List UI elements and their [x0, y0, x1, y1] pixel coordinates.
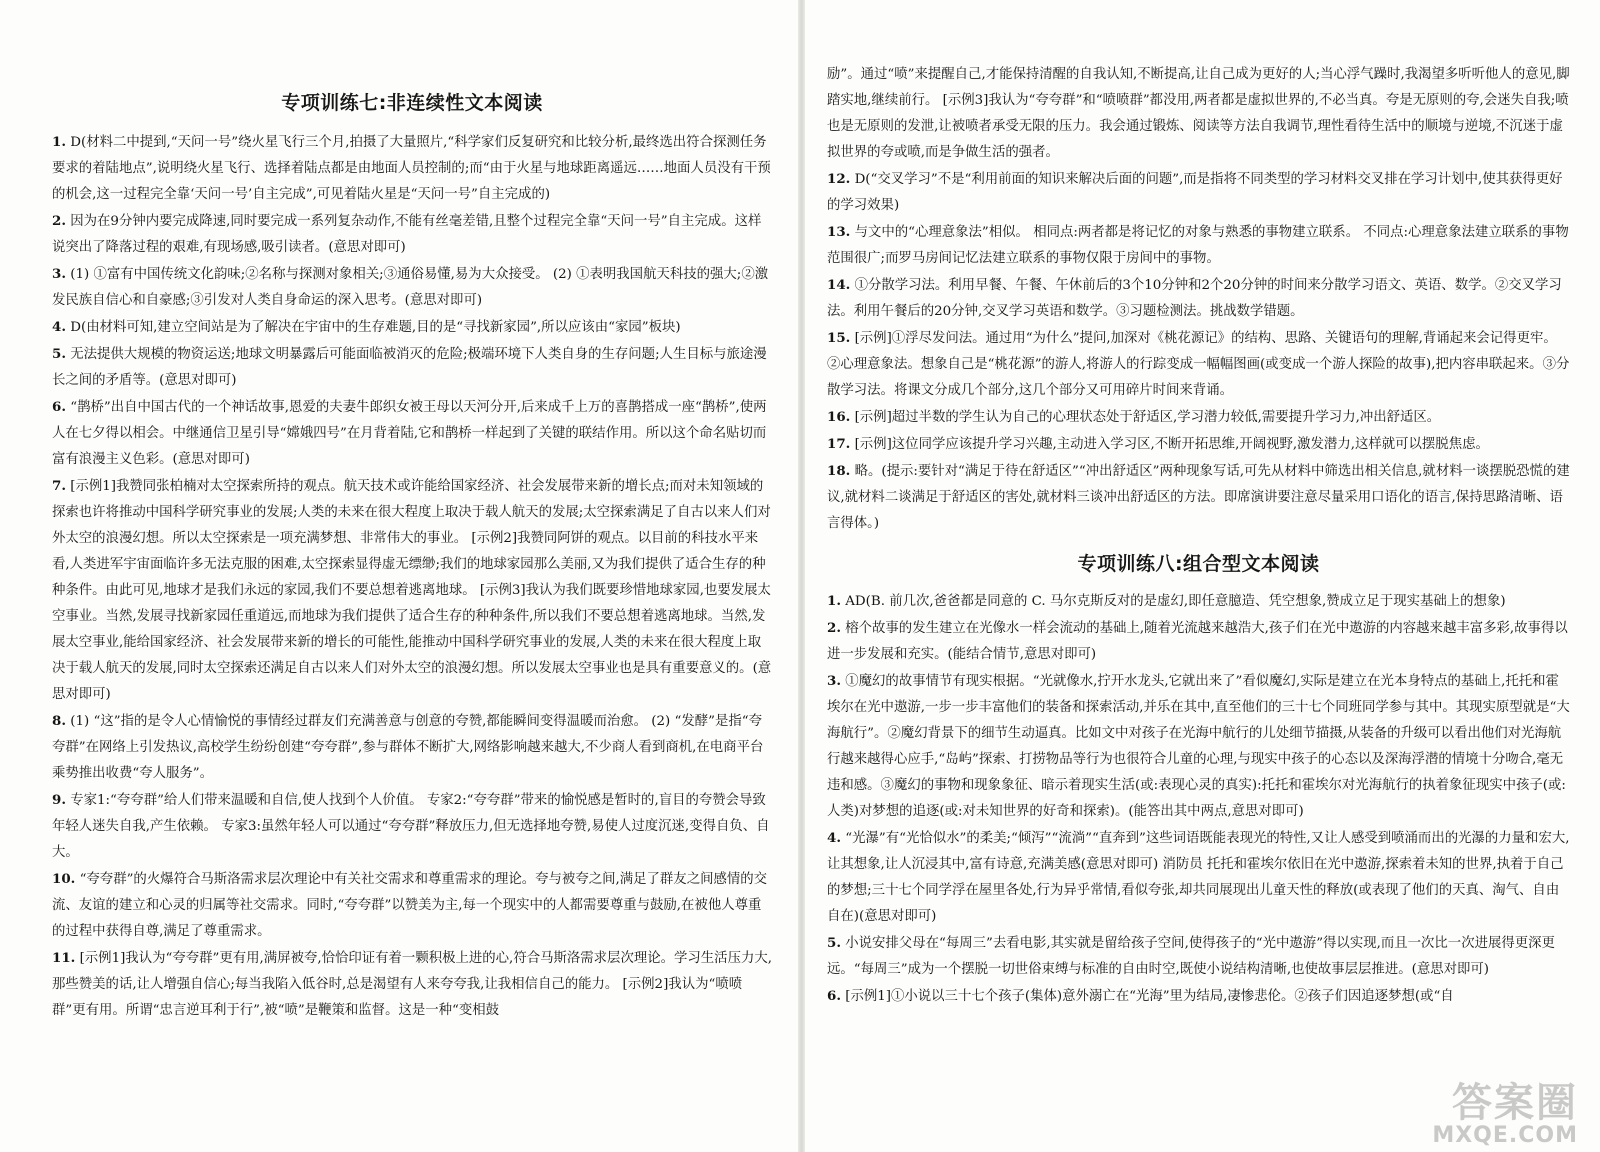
answer-text: [示例]①浮尽发问法。通过用“为什么”提问,加深对《桃花源记》的结构、思路、关键语句的理解,背诵起来会记得更牢。②心理意象法。想象自己是“桃花源”的游人,将游人的行踪变成一幅幅图画(或变成一个游人探险的故事),把内容串联起来。③分散学习法。将课文分成几个部分,这几个部分又可用碎片时间来背诵。 [827, 331, 1570, 398]
section-title-eight: 专项训练八:组合型文本阅读 [1077, 553, 1320, 575]
answer-item [827, 166, 1570, 219]
answer-text: D(材料二中提到,“天问一号”绕火星飞行三个月,拍摄了大量照片,“科学家们反复研究和比较分析,最终选出符合探测任务要求的着陆地点”,说明绕火星飞行、选择着陆点都是由地面人员控制的;而“由于火星与地球距离遥远……地面人员没有干预的机会,这一过程完全靠‘天问一号’自主完成”,可见着陆火星是“天问一号”自主完成的) [52, 135, 771, 202]
answer-item [827, 458, 1570, 537]
answer-item [52, 866, 772, 945]
answer-item [827, 930, 1570, 983]
right-answer-list-a [827, 166, 1570, 537]
answer-number: 1. [827, 593, 841, 609]
answer-text: [示例1]①小说以三十七个孩子(集体)意外溺亡在“光海”里为结局,凄惨悲伦。②孩子们因追逐梦想(或“自 [845, 989, 1454, 1004]
answer-text: “夸夸群”的火爆符合马斯洛需求层次理论中有关社交需求和尊重需求的理论。夸与被夸之间,满足了群友之间感情的交流、友谊的建立和心灵的归属等社交需求。同时,“夸夸群”以赞美为主,每一个现实中的人都需要尊重与鼓励,在被他人尊重的过程中获得自尊,满足了尊重需求。 [52, 872, 768, 939]
answer-item [52, 945, 772, 1024]
answer-text: 因为在9分钟内要完成降速,同时要完成一系列复杂动作,不能有丝毫差错,且整个过程完全靠“天问一号”自主完成。这样说突出了降落过程的艰难,有现场感,吸引读者。(意思对即可) [52, 214, 762, 255]
answer-text: [示例]超过半数的学生认为自己的心理状态处于舒适区,学习潜力较低,需要提升学习力,冲出舒适区。 [854, 410, 1441, 425]
section-title-seven: 专项训练七:非连续性文本阅读 [281, 92, 543, 114]
answer-item [52, 129, 772, 208]
answer-item [52, 341, 772, 394]
answer-number: 3. [52, 266, 66, 282]
answer-item [827, 668, 1570, 825]
answer-text: [示例1]我赞同张柏楠对太空探索所持的观点。航天技术或许能给国家经济、社会发展带来新的增长点;而对未知领域的探索也许将推动中国科学研究事业的发展;人类的未来在很大程度上取决于载人航天的发展;太空探索满足了自古以来人们对外太空的浪漫幻想。所以太空探索是一项充满梦想、非常伟大的事业。 [示例2]我赞同阿饼的观点。以目前的科技水平来看,人类进军宇宙面临许多无法克服的困难,太空探索显得虚无缥缈;我们的地球家园那么美丽,又为我们提供了适合生存的种种条件。由此可见,地球才是我们永远的家园,我们不要总想着逃离地球。 [示例3]我认为我们既要珍惜地球家园,也要发展太空事业。当然,发展寻找新家园任重道远,而地球为我们提供了适合生存的种种条件,所以我们不要总想着逃离地球。当然,发展太空事业,能给国家经济、社会发展带来新的增长的可能性,能推动中国科学研究事业的发展,人类的未来在很大程度上取决于载人航天的发展,同时太空探索还满足自古以来人们对外太空的浪漫幻想。所以发展太空事业也是具有重要意义的。(意思对即可) [52, 479, 772, 702]
answer-text: [示例1]我认为“夸夸群”更有用,满屏被夸,恰恰印证有着一颗积极上进的心,符合马斯洛需求层次理论。学习生活压力大,那些赞美的话,让人增强自信心;每当我陷入低谷时,总是渴望有人来夸夸我,让我相信自己的能力。 [示例2]我认为“喷喷群”更有用。所谓“忠言逆耳利于行”,被“喷”是鞭策和监督。这是一种“变相鼓 [52, 951, 772, 1018]
answer-item [827, 615, 1570, 668]
watermark-logo [1432, 1082, 1578, 1148]
answer-number: 7. [52, 478, 66, 494]
answer-text: (1) ①富有中国传统文化韵味;②名称与探测对象相关;③通俗易懂,易为大众接受。 (2) ①表明我国航天科技的强大;②激发民族自信心和自豪感;③引发对人类自身命运的深入思考。(意思对即可) [52, 267, 769, 308]
answer-number: 15. [827, 330, 851, 346]
answer-text: ①魔幻的故事情节有现实根据。“光就像水,拧开水龙头,它就出来了”看似魔幻,实际是建立在光本身特点的基础上,托托和霍埃尔在光中遨游,一步一步丰富他们的装备和探索活动,并乐在其中,直至他们的三十七个同班同学参与其中。其现实原型就是“大海航行”。②魔幻背景下的细节生动逼真。比如文中对孩子在光海中航行的儿处细节描摄,从装备的升级可以看出他们对光海航行越来越得心应手,“岛屿”探索、打捞物品等行为也很符合儿童的心理,与现实中孩子的心态以及深海浮潜的情境十分吻合,毫无违和感。③魔幻的事物和现象象征、暗示着现实生活(或:表现心灵的真实):托托和霍埃尔对光海航行的执着象征现实中孩子(或:人类)对梦想的追逐(或:对未知世界的好奇和探索)。(能答出其中两点,意思对即可) [827, 674, 1570, 819]
right-page [805, 0, 1600, 1152]
watermark-url: MXQE.COM [1432, 1123, 1578, 1148]
answer-text: D(“交叉学习”不是“利用前面的知识来解决后面的问题”,而是指将不同类型的学习材料交叉排在学习计划中,使其获得更好的学习效果) [827, 172, 1563, 213]
answer-text: [示例]这位同学应该提升学习兴趣,主动进入学习区,不断开拓思维,开阔视野,激发潜力,这样就可以摆脱焦虑。 [854, 437, 1489, 452]
answer-item [827, 325, 1570, 404]
right-answer-list-b [827, 588, 1570, 1010]
answer-item [827, 404, 1570, 431]
answer-number: 3. [827, 673, 841, 689]
answer-item [52, 261, 772, 314]
answer-item [827, 588, 1570, 615]
answer-text: 略。(提示:要针对“满足于待在舒适区”“冲出舒适区”两种现象写话,可先从材料中筛选出相关信息,就材料一谈摆脱恐慌的建议,就材料二谈满足于舒适区的害处,就材料三谈冲出舒适区的方法。即席演讲要注意尽量采用口语化的语言,保持思路清晰、语言得体。) [827, 464, 1570, 531]
answer-item [827, 983, 1570, 1010]
answer-number: 4. [827, 830, 841, 846]
answer-number: 2. [827, 620, 841, 636]
watermark-logo-text: 答案圈 [1452, 1080, 1578, 1126]
answer-text: 小说安排父母在“每周三”去看电影,其实就是留给孩子空间,使得孩子的“光中遨游”得以实现,而且一次比一次进展得更深更远。“每周三”成为一个摆脱一切世俗束缚与标准的自由时空,既使小说结构清晰,也使故事层层推进。(意思对即可) [827, 936, 1555, 977]
answer-text: “鹊桥”出自中国古代的一个神话故事,恩爱的夫妻牛郎织女被王母以天河分开,后来成千上万的喜鹊搭成一座“鹊桥”,使两人在七夕得以相会。中继通信卫星引导“嫦娥四号”在月背着陆,它和鹊桥一样起到了关键的联结作用。所以这个命名贴切而富有浪漫主义色彩。(意思对即可) [52, 400, 767, 467]
answer-number: 9. [52, 792, 66, 808]
left-answer-list [52, 129, 772, 1024]
answer-text: “光瀑”有“光恰似水”的柔美;“倾泻”“流淌”“直奔到”这些词语既能表现光的特性,又让人感受到喷涌而出的光瀑的力量和宏大,让其想象,让人沉浸其中,富有诗意,充满美感(意思对即可) 消防员 托托和霍埃尔依旧在光中遨游,探索着未知的世界,执着于自己的梦想;三十七个同学浮在屋里各处,行为异乎常情,看似夸张,却共同展现出儿童天性的释放(或表现了他们的天真、淘气、自由自在)(意思对即可) [827, 831, 1570, 924]
answer-number: 10. [52, 871, 76, 887]
answer-text: 专家1:“夸夸群”给人们带来温暖和自信,使人找到个人价值。 专家2:“夸夸群”带来的愉悦感是暂时的,盲目的夸赞会导致年轻人迷失自我,产生依赖。 专家3:虽然年轻人可以通过“夸夸群”释放压力,但无选择地夸赞,易使人过度沉迷,变得自负、自大。 [52, 793, 770, 860]
answer-item [52, 473, 772, 708]
answer-number: 4. [52, 319, 66, 335]
answer-item [52, 708, 772, 787]
answer-number: 12. [827, 171, 851, 187]
answer-text: (1) “这”指的是令人心情愉悦的事情经过群友们充满善意与创意的夸赞,都能瞬间变得温暖而治愈。 (2) “发酵”是指“夸夸群”在网络上引发热议,高校学生纷纷创建“夸夸群”,参与群体不断扩大,网络影响越来越大,不少商人看到商机,在电商平台乘势推出收费“夸人服务”。 [52, 714, 764, 781]
answer-item [52, 394, 772, 473]
answer-number: 2. [52, 213, 66, 229]
answer-item [52, 787, 772, 866]
answer-number: 8. [52, 713, 66, 729]
answer-number: 16. [827, 409, 851, 425]
answer-number: 17. [827, 436, 851, 452]
answer-number: 5. [827, 935, 841, 951]
answer-item [827, 431, 1570, 458]
answer-text: 与文中的“心理意象法”相似。 相同点:两者都是将记忆的对象与熟悉的事物建立联系。 不同点:心理意象法建立联系的事物范围很广;而罗马房间记忆法建立联系的事物仅限于房间中的事物。 [827, 225, 1569, 266]
answer-number: 13. [827, 224, 851, 240]
answer-item [827, 272, 1570, 325]
answer-text: 榕个故事的发生建立在光像水一样会流动的基础上,随着光流越来越浩大,孩子们在光中遨游的内容越来越丰富多彩,故事得以进一步发展和充实。(能结合情节,意思对即可) [827, 621, 1568, 662]
answer-item [827, 825, 1570, 930]
answer-number: 1. [52, 134, 66, 150]
answer-number: 6. [827, 988, 841, 1004]
answer-number: 5. [52, 346, 66, 362]
answer-item [827, 219, 1570, 272]
answer-number: 11. [52, 950, 76, 966]
answer-text: ①分散学习法。利用早餐、午餐、午休前后的3个10分钟和2个20分钟的时间来分散学习语文、英语、数学。②交叉学习法。利用午餐后的20分钟,交叉学习英语和数学。③习题检测法。挑战数学错题。 [827, 278, 1562, 319]
answer-item [52, 314, 772, 341]
answer-number: 6. [52, 399, 66, 415]
answer-text: D(由材料可知,建立空间站是为了解决在宇宙中的生存难题,目的是“寻找新家园”,所以应该由“家园”板块) [70, 320, 681, 335]
answer-text: 无法提供大规模的物资运送;地球文明暴露后可能面临被消灭的危险;极端环境下人类自身的生存问题;人生目标与旅途漫长之间的矛盾等。(意思对即可) [52, 347, 767, 388]
answer-number: 14. [827, 277, 851, 293]
answer-text: AD(B. 前几次,爸爸都是同意的 C. 马尔克斯反对的是虚幻,即任意臆造、凭空想象,赞成立足于现实基础上的想象) [845, 594, 1506, 609]
continued-answer: 励”。通过“喷”来提醒自己,才能保持清醒的自我认知,不断提高,让自己成为更好的人;当心浮气躁时,我渴望多听听他人的意见,脚踏实地,继续前行。 [示例3]我认为“夸夸群”和“喷喷群”都没用,两者都是虚拟世界的,不必当真。夸是无原则的夸,会迷失自我;喷也是无原则的发泄,让被喷者承受无限的压力。我会通过锻炼、阅读等方法自我调节,理性看待生活中的顺境与逆境,不沉迷于虚拟世界的夸或喷,而是争做生活的强者。 [827, 67, 1570, 160]
answer-item [52, 208, 772, 261]
page-gutter [798, 0, 805, 1152]
answer-number: 18. [827, 463, 851, 479]
